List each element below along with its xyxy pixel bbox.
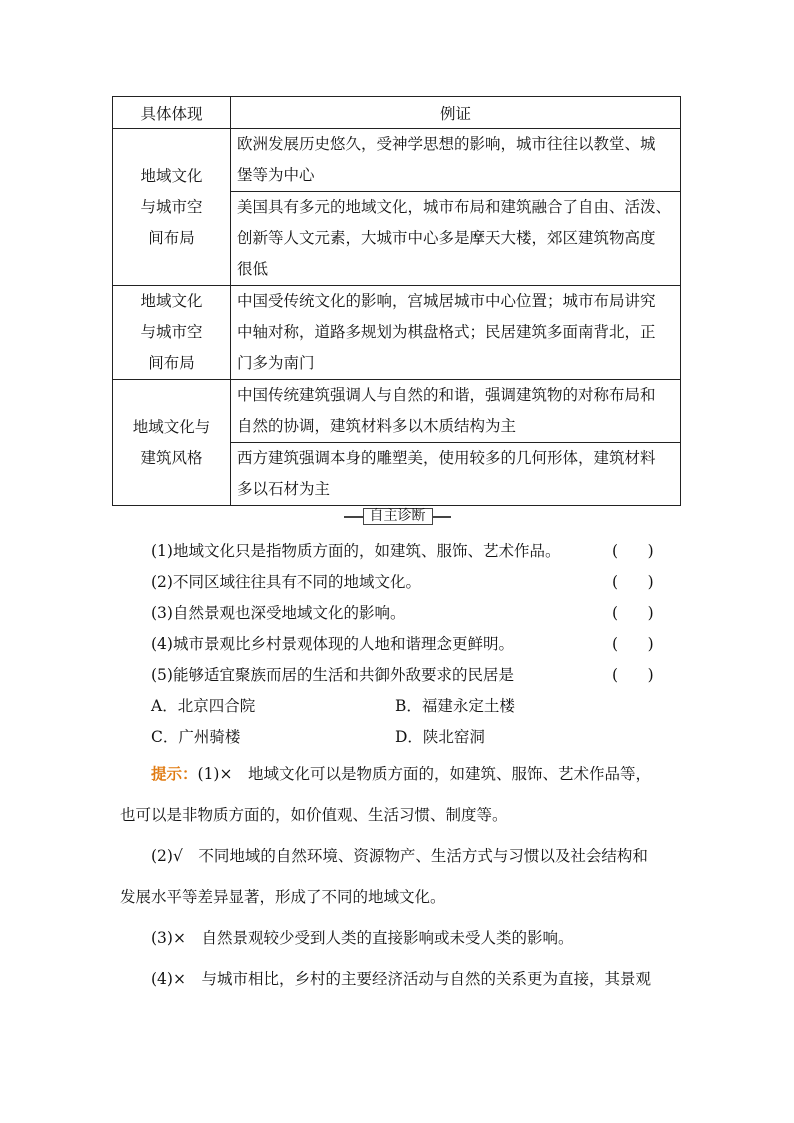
option-a: A．北京四合院 (151, 697, 256, 715)
diagnosis-title: 自主诊断 (363, 508, 433, 525)
answer-paren: ( ) (612, 604, 654, 622)
option-d: D．陕北窑洞 (395, 728, 485, 746)
question-item: (2)不同区域往往具有不同的地域文化。 (151, 573, 421, 591)
example-line: 中轴对称，道路多规划为棋盘格式；民居建筑多面南背北，正 (237, 323, 656, 341)
example-line: 美国具有多元的地域文化，城市布局和建筑融合了自由、活泼、 (237, 198, 672, 216)
answer-line: 也可以是非物质方面的，如价值观、生活习惯、制度等。 (120, 806, 508, 824)
answer-line: 发展水平等差异显著，形成了不同的地域文化。 (120, 888, 446, 906)
answer-paren: ( ) (612, 542, 654, 560)
category-cell (113, 286, 231, 380)
example-cell (231, 192, 681, 286)
example-line: 中国传统建筑强调人与自然的和谐，强调建筑物的对称布局和 (237, 386, 656, 404)
category-line: 地域文化 (140, 292, 203, 310)
example-line: 堡等为中心 (237, 166, 315, 184)
category-line: 间布局 (148, 228, 195, 247)
category-line: 建筑风格 (140, 448, 203, 467)
table-row (113, 129, 681, 192)
example-line: 很低 (237, 260, 269, 278)
example-line: 多以石材为主 (237, 480, 331, 498)
question-item: (1)地域文化只是指物质方面的，如建筑、服饰、艺术作品。 (151, 542, 561, 560)
category-line: 地域文化与 (132, 417, 211, 436)
answer-line (151, 764, 651, 784)
table-row (113, 286, 681, 380)
answer-line: (3)× 自然景观较少受到人类的直接影响或未受人类的影响。 (151, 929, 574, 947)
category-line: 间布局 (148, 354, 195, 372)
example-line: 中国受传统文化的影响，宫城居城市中心位置；城市布局讲究 (237, 292, 656, 310)
question-item: (5)能够适宜聚族而居的生活和共御外敌要求的民居是 (151, 666, 514, 684)
category-line: 地域文化 (140, 166, 203, 185)
question-item: (4)城市景观比乡村景观体现的人地和谐理念更鲜明。 (151, 635, 514, 653)
category-cell (113, 129, 231, 286)
hint-label: 提示： (151, 764, 198, 783)
category-cell (113, 380, 231, 506)
culture-table (112, 96, 681, 506)
example-line: 西方建筑强调本身的雕塑美，使用较多的几何形体，建筑材料 (237, 449, 656, 467)
example-cell (231, 380, 681, 443)
answer-line: (4)× 与城市相比，乡村的主要经济活动与自然的关系更为直接，其景观 (151, 970, 651, 988)
category-line: 与城市空 (140, 197, 203, 216)
example-line: 自然的协调，建筑材料多以木质结构为主 (237, 417, 517, 435)
answer-line: (2)√ 不同地域的自然环境、资源物产、生活方式与习惯以及社会结构和 (151, 847, 648, 865)
answer-paren: ( ) (612, 573, 654, 591)
question-item: (3)自然景观也深受地域文化的影响。 (151, 604, 406, 622)
header-cell: 例证 (231, 97, 681, 129)
answer-paren: ( ) (612, 666, 654, 684)
diagnosis-banner (344, 508, 451, 525)
example-line: 欧洲发展历史悠久，受神学思想的影响，城市往往以教堂、城 (237, 135, 656, 153)
answer-text: (1)× 地域文化可以是物质方面的，如建筑、服饰、艺术作品等， (197, 765, 651, 783)
category-line: 与城市空 (140, 323, 203, 341)
example-line: 创新等人文元素，大城市中心多是摩天大楼，郊区建筑物高度 (237, 229, 656, 247)
example-cell (231, 443, 681, 506)
example-cell (231, 129, 681, 192)
header-cell: 具体体现 (113, 97, 231, 129)
table-row (113, 380, 681, 443)
table-header-row (113, 97, 681, 129)
answer-paren: ( ) (612, 635, 654, 653)
example-cell (231, 286, 681, 380)
option-c: C．广州骑楼 (151, 728, 241, 746)
example-line: 门多为南门 (237, 354, 315, 372)
option-b: B．福建永定土楼 (395, 697, 515, 715)
